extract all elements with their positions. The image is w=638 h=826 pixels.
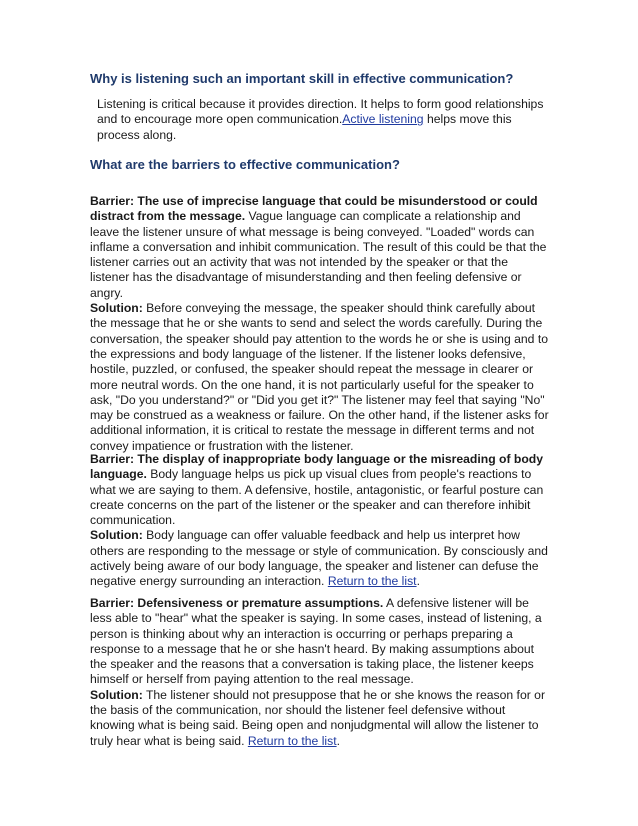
return-to-list-link-1[interactable]: Return to the list	[327, 574, 417, 589]
question-heading-barriers: What are the barriers to effective communication?	[90, 157, 400, 172]
barrier-2-text: Body language helps us pick up visual clues from people's reactions to what we are saying to them. A defensive, hostile, antagonistic, or fearful posture can create concerns on the part of the listener or the speaker and can therefore inhibit communication.	[90, 467, 544, 528]
barrier-1-text: Vague language can complicate a relationship and leave the listener unsure of what message is being conveyed. "Loaded" words can inflame a conversation and inhibit communication. The result of this could be that the listener carries out an activity that was not intended by the speaker or that the listener has the disadvantage of misunderstanding and then feeling defensive or angry.	[90, 209, 547, 300]
solution-2-text: Body language can offer valuable feedback and help us interpret how others are responding to the message or style of communication. By consciously and actively being aware of our body language, the speaker and listener can defuse the negative energy surrounding an interaction.	[90, 528, 548, 589]
barrier-3-title: Barrier: Defensiveness or premature assumptions.	[90, 596, 384, 610]
solution-1-text: Before conveying the message, the speaker should think carefully about the message that he or she wants to send and select the words carefully. During the conversation, the speaker should pay attention to the words he or she is using and to the expressions and body language of the listener. If the listener looks defensive, hostile, puzzled, or confused, the speaker should repeat the message in clearer or more neutral words. On the one hand, it is not particularly useful for the speaker to ask, "Do you understand?" or "Did you get it?" The listener may feel that saying "No" may be construed as a weakness or failure. On the other hand, if the listener asks for additional information, it is critical to restate the message in different terms and not convey impatience or frustration with the listener.	[90, 301, 549, 453]
solution-3-text: The listener should not presuppose that he or she knows the reason for or the basis of the communication, nor should the listener feel defensive without knowing what is being said. Being open and nonjudgmental will allow the listener to truly hear what is being said.	[90, 687, 546, 748]
barrier-1-title: Barrier: The use of imprecise language that could be misunderstood or could distract from the message.	[90, 194, 538, 224]
barrier-2-paragraph	[90, 452, 550, 590]
listening-text-end: helps move this process along.	[97, 112, 512, 142]
solution-1-label: Solution:	[90, 301, 143, 316]
listening-text: Listening is critical because it provides direction. It helps to form good relationships and to encourage more open communication.	[97, 97, 544, 127]
solution-2-end: .	[416, 574, 420, 589]
solution-3-label: Solution:	[90, 687, 143, 702]
barrier-3-text: A defensive listener will be less able to "hear" what the speaker is saying. In some cases, instead of listening, a person is thinking about why an interaction is occurring or perhaps preparing a response to a message that he or she hasn't heard. By making assumptions about the speaker and the reasons that a conversation is taking place, the listener keeps himself or herself from paying attention to the real message.	[90, 596, 542, 687]
return-to-list-link-2[interactable]: Return to the list	[247, 733, 337, 748]
barrier-2-title: Barrier: The display of inappropriate body language or the misreading of body language.	[90, 452, 544, 482]
active-listening-link[interactable]: Active listening	[342, 112, 424, 127]
barrier-3-paragraph	[90, 596, 550, 749]
barrier-1-paragraph	[90, 194, 550, 454]
listening-paragraph	[97, 97, 547, 143]
solution-2-label: Solution:	[90, 528, 143, 543]
question-heading-listening: Why is listening such an important skill in effective communication?	[90, 71, 514, 86]
solution-3-end: .	[336, 733, 340, 748]
